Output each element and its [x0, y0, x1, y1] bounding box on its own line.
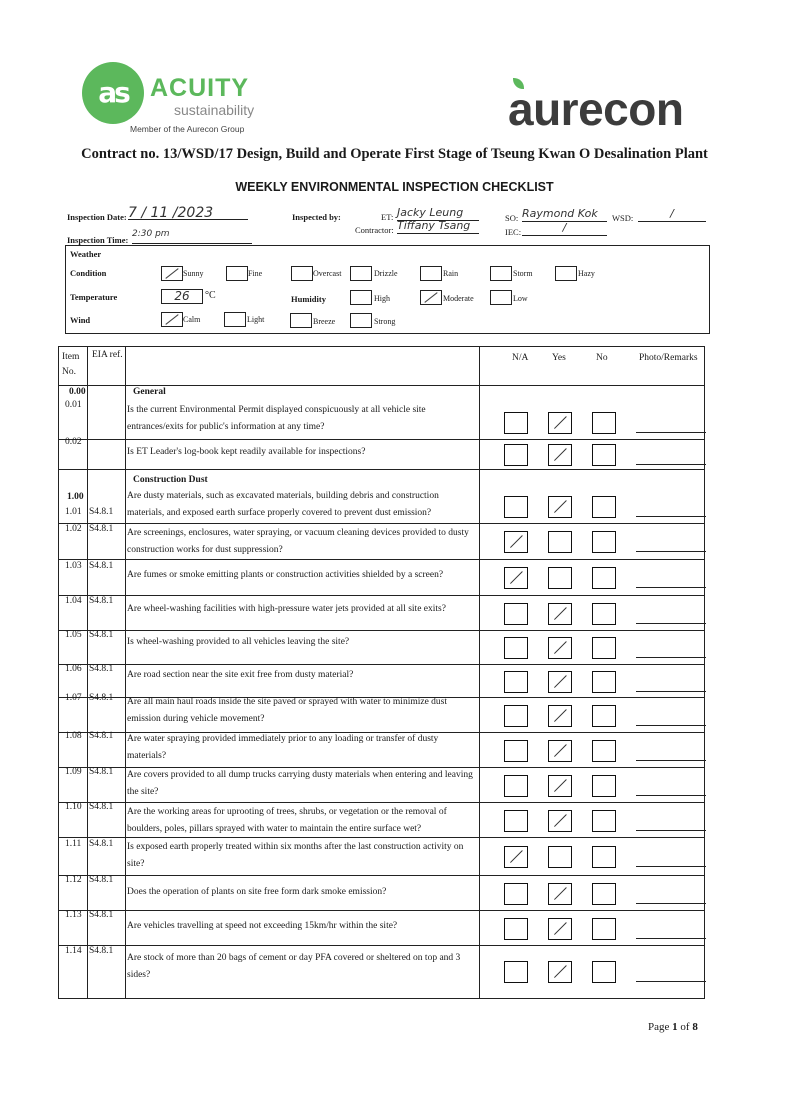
tick-icon: [554, 416, 567, 429]
tick-icon: [165, 314, 178, 325]
answer-no-checkbox[interactable]: [592, 671, 616, 693]
wind-calm-checkbox[interactable]: [161, 312, 183, 327]
answer-yes-checkbox[interactable]: [548, 961, 572, 983]
row-divider: [59, 837, 704, 838]
question-text: Are all main haul roads inside the site paved or sprayed with water to minimize dust emission during vehicle movement?: [127, 697, 448, 724]
wind-option: Breeze: [313, 317, 336, 326]
wind-option: Calm: [183, 315, 201, 324]
tick-icon: [510, 571, 523, 584]
tick-icon: [554, 922, 567, 935]
question-text: Are covers provided to all dump trucks carrying dusty materials when entering and leaving the site?: [127, 770, 473, 797]
item-number: 1.01: [65, 507, 82, 517]
eia-ref: S4.8.1: [89, 596, 114, 606]
question-text: Are stock of more than 20 bags of cement or day PFA covered or sheltered on top and 3 sides?: [127, 953, 461, 980]
answer-yes-checkbox[interactable]: [548, 444, 572, 466]
inspected-by-label: Inspected by:: [292, 212, 341, 222]
eia-ref: S4.8.1: [89, 507, 114, 517]
header-yes: Yes: [552, 353, 566, 363]
page-number: [648, 1021, 698, 1033]
question-text: Are dusty materials, such as excavated materials, building debris and construction materials, and exposed earth surface properly covered to prevent dust emission?: [127, 491, 439, 518]
et-field[interactable]: Jacky Leung: [397, 206, 479, 221]
question-text: Is ET Leader's log-book kept readily available for inspections?: [127, 447, 366, 457]
answer-na-checkbox[interactable]: [504, 775, 528, 797]
answer-yes-checkbox[interactable]: [548, 846, 572, 868]
page-total: 8: [692, 1021, 698, 1033]
item-number: 1.08: [65, 731, 82, 741]
answer-yes-checkbox[interactable]: [548, 603, 572, 625]
item-number: 1.07: [65, 693, 82, 703]
answer-na-checkbox[interactable]: [504, 705, 528, 727]
wind-option: Strong: [374, 317, 396, 326]
contractor-label: Contractor:: [355, 225, 394, 235]
question-text: Are road section near the site exit free from dusty material?: [127, 670, 354, 680]
condition-rain-checkbox[interactable]: [420, 266, 442, 281]
answer-na-checkbox[interactable]: [504, 496, 528, 518]
page-current: 1: [672, 1021, 678, 1033]
remarks-field[interactable]: [636, 725, 706, 726]
question-text: Are the working areas for uprooting of trees, shrubs, or vegetation or the removal of boulders, poles, pillars sprayed with water to maintain the entire surface wet?: [127, 807, 447, 834]
item-number: 1.03: [65, 561, 82, 571]
answer-no-checkbox[interactable]: [592, 531, 616, 553]
row-divider: [59, 630, 704, 631]
answer-yes-checkbox[interactable]: [548, 705, 572, 727]
wsd-field[interactable]: /: [638, 207, 706, 222]
remarks-field[interactable]: [636, 432, 706, 433]
section-dust-title: Construction Dust: [133, 475, 208, 485]
answer-na-checkbox[interactable]: [504, 846, 528, 868]
answer-yes-checkbox[interactable]: [548, 740, 572, 762]
question-text: Are vehicles travelling at speed not exceeding 15km/hr within the site?: [127, 921, 398, 931]
remarks-field[interactable]: [636, 464, 706, 465]
remarks-field[interactable]: [636, 623, 706, 624]
answer-na-checkbox[interactable]: [504, 671, 528, 693]
condition-fine-checkbox[interactable]: [226, 266, 248, 281]
answer-na-checkbox[interactable]: [504, 740, 528, 762]
condition-option: Drizzle: [374, 269, 398, 278]
item-number: 1.10: [65, 802, 82, 812]
answer-yes-checkbox[interactable]: [548, 918, 572, 940]
answer-na-checkbox[interactable]: [504, 412, 528, 434]
condition-option: Sunny: [183, 269, 204, 278]
tick-icon: [554, 744, 567, 757]
answer-na-checkbox[interactable]: [504, 531, 528, 553]
inspection-time-label: Inspection Time:: [67, 235, 129, 245]
eia-ref: S4.8.1: [89, 524, 114, 534]
answer-no-checkbox[interactable]: [592, 412, 616, 434]
tick-icon: [510, 535, 523, 548]
row-divider: [59, 910, 704, 911]
question-text: Are wheel-washing facilities with high-pressure water jets provided at all site exits?: [127, 604, 446, 614]
answer-no-checkbox[interactable]: [592, 496, 616, 518]
acuity-logo: [82, 62, 282, 137]
answer-no-checkbox[interactable]: [592, 961, 616, 983]
wind-light-checkbox[interactable]: [224, 312, 246, 327]
question-text: Does the operation of plants on site free form dark smoke emission?: [127, 887, 387, 897]
eia-ref: S4.8.1: [89, 767, 114, 777]
eia-ref: S4.8.1: [89, 946, 114, 956]
remarks-field[interactable]: [636, 981, 706, 982]
tick-icon: [554, 709, 567, 722]
condition-sunny-checkbox[interactable]: [161, 266, 183, 281]
answer-na-checkbox[interactable]: [504, 567, 528, 589]
remarks-field[interactable]: [636, 551, 706, 552]
remarks-field[interactable]: [636, 903, 706, 904]
remarks-field[interactable]: [636, 830, 706, 831]
so-label: SO:: [505, 213, 519, 223]
temperature-label: Temperature: [70, 292, 118, 302]
eia-ref: S4.8.1: [89, 839, 114, 849]
question-text: Are screenings, enclosures, water spraying, or vacuum cleaning devices provided to dusty construction works for dust suppression?: [127, 528, 469, 555]
acuity-logo-text: ACUITY: [150, 74, 250, 102]
humidity-low-checkbox[interactable]: [490, 290, 512, 305]
remarks-field[interactable]: [636, 795, 706, 796]
answer-no-checkbox[interactable]: [592, 740, 616, 762]
condition-option: Storm: [513, 269, 533, 278]
item-number: 1.02: [65, 524, 82, 534]
eia-ref: S4.8.1: [89, 561, 114, 571]
remarks-field[interactable]: [636, 691, 706, 692]
header-divider: [59, 385, 704, 386]
answer-na-checkbox[interactable]: [504, 444, 528, 466]
inspection-time-field[interactable]: 2:30 pm: [132, 229, 252, 244]
question-text: Is wheel-washing provided to all vehicles leaving the site?: [127, 637, 350, 647]
tick-icon: [165, 268, 178, 279]
inspection-date-field[interactable]: 7 / 11 /2023: [128, 205, 248, 220]
acuity-logo-sub: sustainability: [174, 102, 255, 118]
aurecon-logo: aurecon: [508, 83, 684, 135]
wind-strong-checkbox[interactable]: [350, 313, 372, 328]
condition-drizzle-checkbox[interactable]: [350, 266, 372, 281]
wind-label: Wind: [70, 315, 91, 325]
temperature-field[interactable]: 26: [161, 289, 203, 304]
section-dust-no: 1.00: [67, 492, 84, 502]
inspection-date-label: Inspection Date:: [67, 212, 127, 222]
column-divider: [479, 347, 480, 998]
answer-no-checkbox[interactable]: [592, 918, 616, 940]
item-number: 1.05: [65, 630, 82, 640]
answer-no-checkbox[interactable]: [592, 444, 616, 466]
checklist-title: WEEKLY ENVIRONMENTAL INSPECTION CHECKLIST: [235, 180, 554, 194]
answer-yes-checkbox[interactable]: [548, 567, 572, 589]
condition-option: Rain: [443, 269, 459, 278]
tick-icon: [554, 448, 567, 461]
weather-panel: [65, 245, 710, 334]
answer-na-checkbox[interactable]: [504, 603, 528, 625]
iec-label: IEC:: [505, 227, 522, 237]
acuity-circle-icon: as: [82, 62, 144, 124]
answer-yes-checkbox[interactable]: [548, 671, 572, 693]
header-no: No: [596, 353, 608, 363]
tick-icon: [424, 292, 437, 303]
condition-hazy-checkbox[interactable]: [555, 266, 577, 281]
remarks-field[interactable]: [636, 866, 706, 867]
tick-icon: [554, 965, 567, 978]
answer-na-checkbox[interactable]: [504, 961, 528, 983]
item-number: 1.12: [65, 875, 82, 885]
row-divider: [59, 523, 704, 524]
tick-icon: [554, 641, 567, 654]
eia-ref: S4.8.1: [89, 875, 114, 885]
answer-no-checkbox[interactable]: [592, 567, 616, 589]
remarks-field[interactable]: [636, 587, 706, 588]
page-of: of: [680, 1021, 690, 1033]
column-divider: [125, 347, 126, 998]
tick-icon: [554, 779, 567, 792]
eia-ref: S4.8.1: [89, 664, 114, 674]
answer-yes-checkbox[interactable]: [548, 637, 572, 659]
answer-na-checkbox[interactable]: [504, 810, 528, 832]
answer-yes-checkbox[interactable]: [548, 412, 572, 434]
row-divider: [59, 664, 704, 665]
item-number: 1.04: [65, 596, 82, 606]
item-number: 0.01: [65, 400, 82, 410]
row-divider: [59, 945, 704, 946]
eia-ref: S4.8.1: [89, 630, 114, 640]
so-field[interactable]: Raymond Kok: [522, 207, 607, 222]
section-general-title: General: [133, 387, 166, 397]
answer-na-checkbox[interactable]: [504, 637, 528, 659]
header-item-no: Item No.: [62, 352, 80, 377]
condition-overcast-checkbox[interactable]: [291, 266, 313, 281]
answer-no-checkbox[interactable]: [592, 810, 616, 832]
remarks-field[interactable]: [636, 938, 706, 939]
header-eia-ref: EIA ref.: [92, 350, 123, 360]
wind-breeze-checkbox[interactable]: [290, 313, 312, 328]
condition-option: Overcast: [313, 269, 342, 278]
humidity-high-checkbox[interactable]: [350, 290, 372, 305]
eia-ref: S4.8.1: [89, 802, 114, 812]
condition-storm-checkbox[interactable]: [490, 266, 512, 281]
answer-yes-checkbox[interactable]: [548, 531, 572, 553]
humidity-option: High: [374, 294, 390, 303]
tick-icon: [554, 607, 567, 620]
row-divider: [59, 439, 704, 440]
iec-field[interactable]: /: [522, 221, 607, 236]
condition-label: Condition: [70, 268, 107, 278]
answer-no-checkbox[interactable]: [592, 637, 616, 659]
question-text: Is exposed earth properly treated within six months after the last construction activity on site?: [127, 842, 464, 869]
checklist-table: [58, 346, 705, 999]
tick-icon: [554, 887, 567, 900]
condition-option: Hazy: [578, 269, 595, 278]
remarks-field[interactable]: [636, 516, 706, 517]
item-number: 1.11: [65, 839, 82, 849]
item-number: 1.09: [65, 767, 82, 777]
contract-title: Contract no. 13/WSD/17 Design, Build and Operate First Stage of Tseung Kwan O Desalination Plant: [81, 146, 708, 162]
row-divider: [59, 469, 704, 470]
humidity-moderate-checkbox[interactable]: [420, 290, 442, 305]
answer-yes-checkbox[interactable]: [548, 496, 572, 518]
item-number: 1.14: [65, 946, 82, 956]
row-divider: [59, 875, 704, 876]
et-label: ET:: [381, 212, 394, 222]
answer-na-checkbox[interactable]: [504, 883, 528, 905]
answer-no-checkbox[interactable]: [592, 705, 616, 727]
remarks-field[interactable]: [636, 760, 706, 761]
header-remarks: Photo/Remarks: [639, 353, 698, 363]
eia-ref: S4.8.1: [89, 910, 114, 920]
answer-no-checkbox[interactable]: [592, 775, 616, 797]
humidity-option: Low: [513, 294, 528, 303]
page-label: Page: [648, 1021, 670, 1033]
answer-na-checkbox[interactable]: [504, 918, 528, 940]
question-text: Are water spraying provided immediately prior to any loading or transfer of dusty materials?: [127, 734, 439, 761]
column-divider: [87, 347, 88, 998]
question-text: Are fumes or smoke emitting plants or construction activities shielded by a screen?: [127, 570, 444, 580]
acuity-member-text: Member of the Aurecon Group: [130, 124, 245, 134]
answer-no-checkbox[interactable]: [592, 603, 616, 625]
eia-ref: S4.8.1: [89, 693, 114, 703]
header-na: N/A: [512, 353, 529, 363]
eia-ref: S4.8.1: [89, 731, 114, 741]
wsd-label: WSD:: [612, 213, 634, 223]
row-divider: [59, 802, 704, 803]
section-general-no: 0.00: [69, 387, 86, 397]
answer-yes-checkbox[interactable]: [548, 775, 572, 797]
tick-icon: [554, 500, 567, 513]
answer-no-checkbox[interactable]: [592, 846, 616, 868]
answer-yes-checkbox[interactable]: [548, 883, 572, 905]
wind-option: Light: [247, 315, 265, 324]
item-number: 1.13: [65, 910, 82, 920]
humidity-option: Moderate: [443, 294, 474, 303]
tick-icon: [554, 814, 567, 827]
row-divider: [59, 559, 704, 560]
weather-title: Weather: [70, 249, 102, 259]
contractor-field[interactable]: Tiffany Tsang: [397, 219, 479, 234]
temperature-unit: °C: [205, 290, 216, 301]
answer-yes-checkbox[interactable]: [548, 810, 572, 832]
item-number: 0.02: [65, 437, 82, 447]
remarks-field[interactable]: [636, 657, 706, 658]
condition-option: Fine: [248, 269, 263, 278]
tick-icon: [510, 850, 523, 863]
item-number: 1.06: [65, 664, 82, 674]
question-text: Is the current Environmental Permit displayed conspicuously at all vehicle site entrances/exits for public's information at any time?: [127, 405, 426, 432]
row-divider: [59, 595, 704, 596]
humidity-label: Humidity: [291, 294, 326, 304]
tick-icon: [554, 675, 567, 688]
answer-no-checkbox[interactable]: [592, 883, 616, 905]
